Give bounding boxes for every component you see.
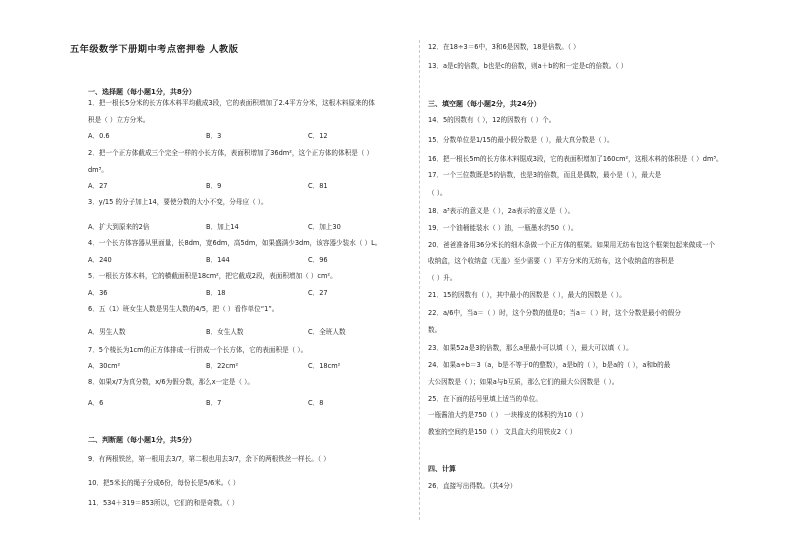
- left-line-10: 8．如果x/7为真分数，x/6为假分数，那么x一定是（ ）。: [88, 378, 254, 386]
- answer-option-0-2: C．12: [308, 132, 328, 140]
- answer-option-0-1: B．3: [206, 132, 222, 140]
- answer-option-4-1: B．18: [206, 289, 226, 297]
- left-column: [88, 0, 410, 550]
- right-line-12: （ ）升。: [428, 274, 457, 282]
- right-line-6: 17．一个三位数既是5的倍数，也是3的倍数，而且是偶数，最小是（ ），最大是: [428, 171, 662, 179]
- left-line-8: 6．五（1）班女生人数是男生人数的4/5，把（ ）看作单位“1”。: [88, 305, 279, 313]
- left-line-14: 11．534＋319＝853所以，它们的和是奇数。（ ）: [88, 499, 239, 507]
- right-line-9: 19．一个油桶能装水（ ）油，一瓶墨水约50（ ）。: [428, 224, 578, 232]
- right-line-7: （ ）。: [428, 189, 447, 197]
- right-line-4: 15．分数单位是1/15的最小假分数是（ ），最大真分数是（ ）。: [428, 136, 614, 144]
- page-title: 五年级数学下册期中考点密押卷 人教版: [70, 44, 239, 55]
- answer-option-1-2: C．81: [308, 182, 328, 190]
- answer-option-5-1: B．女生人数: [206, 328, 244, 336]
- answer-option-2-2: C．加上30: [308, 223, 341, 231]
- right-line-8: 18．a³表示的意义是（ ），2a表示的意义是（ ）。: [428, 207, 575, 215]
- right-line-16: 23．如果52a是3的倍数，那么a里最小可以填（ ），最大可以填（ ）。: [428, 344, 633, 352]
- section-heading-0: 一、选择题（每小题1分，共8分）: [88, 88, 196, 96]
- left-line-1: 1．把一根长5分米的长方体木料平均截成3段，它的表面积增加了2.4平方分米，这根木料原来的体: [88, 99, 375, 107]
- right-line-0: 12．在18÷3＝6中，3和6是因数，18是倍数。（ ）: [428, 43, 580, 51]
- answer-option-7-1: B．7: [206, 399, 222, 407]
- right-line-13: 21．15的因数有（ ），其中最小的因数是（ ），最大的因数是（ ）。: [428, 291, 626, 299]
- answer-option-4-0: A．36: [88, 289, 108, 297]
- left-line-7: 5．一根长方体木料，它的横截面积是18cm²，把它截成2段，表面积增加（ ）cm²。: [88, 272, 337, 280]
- answer-option-5-2: C．全班人数: [308, 328, 346, 336]
- answer-option-3-0: A．240: [88, 256, 112, 264]
- section-heading-11: 二、判断题（每小题1分，共5分）: [88, 436, 196, 444]
- answer-option-5-0: A．男生人数: [88, 328, 126, 336]
- answer-option-7-2: C．8: [308, 399, 324, 407]
- answer-option-1-0: A．27: [88, 182, 108, 190]
- left-line-3: 2．把一个正方体截成三个完全一样的小长方体，表面积增加了36dm²，这个正方体的体积是（ ）: [88, 149, 374, 157]
- answer-option-6-2: C．18cm²: [308, 362, 341, 370]
- answer-option-2-1: B．加上14: [206, 223, 239, 231]
- right-line-21: 教室的空间约是150（ ） 文具盒大约用铁皮2（ ）: [428, 428, 577, 436]
- section-heading-22: 四、计算: [428, 465, 456, 473]
- answer-option-0-0: A．0.6: [88, 132, 110, 140]
- left-line-12: 9．有两根铁丝，第一根用去3/7，第二根也用去3/7，余下的两根铁丝一样长。（ ）: [88, 455, 330, 463]
- right-line-14: 22．a/6中，当a＝（ ）时，这个分数的值是0；当a＝（ ）时，这个分数是最小的假分: [428, 309, 681, 317]
- right-line-1: 13．a是c的倍数，b也是c的倍数，则a＋b的和一定是c的倍数。（ ）: [428, 62, 628, 70]
- answer-option-1-1: B．9: [206, 182, 222, 190]
- column-divider: [419, 40, 420, 520]
- left-line-2: 积是（ ）立方分米。: [88, 116, 150, 124]
- right-line-5: 16．把一根长5m的长方体木料锯成3段，它的表面积增加了160cm²，这根木料的体积是（ ）dm³。: [428, 155, 723, 163]
- right-line-20: 一瓶酱油大约是750（ ） 一块橡皮的体积约为10（ ）: [428, 411, 588, 419]
- answer-option-7-0: A．6: [88, 399, 104, 407]
- answer-option-3-2: C．96: [308, 256, 328, 264]
- answer-option-6-1: B．22cm²: [206, 362, 239, 370]
- left-line-4: dm³。: [88, 166, 108, 174]
- answer-option-4-2: C．27: [308, 289, 328, 297]
- answer-option-2-0: A．扩大到原来的2倍: [88, 223, 150, 231]
- left-line-5: 3．y/15 的分子加上14，要使分数的大小不变，分母应（ ）。: [88, 198, 268, 206]
- right-line-17: 24．如果a÷b＝3（a，b是不等于0的整数），a是b的（ ），b是a的（ ），a和b的最: [428, 361, 671, 369]
- right-line-11: 收纳盒，这个收纳盒（无盖）至少需要（ ）平方分米的无纺布，这个收纳盒的容积是: [428, 257, 675, 265]
- right-column: [428, 0, 758, 550]
- left-line-13: 10．把5米长的绳子分成6份，每份长是5/6米。（ ）: [88, 479, 240, 487]
- right-line-23: 26．直接写出得数。（共4分）: [428, 482, 517, 490]
- right-line-10: 20．爸爸准备用36分米长的细木条做一个正方体的框架。如果用无纺布包这个框架包起来做成一个: [428, 241, 716, 249]
- section-heading-2: 三、填空题（每小题2分，共24分）: [428, 100, 541, 108]
- answer-option-3-1: B．144: [206, 256, 230, 264]
- right-line-19: 25．在下面的括号里填上适当的单位。: [428, 395, 542, 403]
- left-line-9: 7．5个棱长为1cm的正方体排成一行拼成一个长方体，它的表面积是（ ）。: [88, 346, 308, 354]
- left-line-6: 4．一个长方体容器从里面量，长8dm，宽6dm，高5dm，如果盛满少3dm，该容器少装水（ ）L。: [88, 239, 382, 247]
- right-line-3: 14．5的因数有（ ），12的因数有（ ）个。: [428, 116, 556, 124]
- right-line-18: 大公因数是（ ）；如果a与b互质，那么它们的最大公因数是（ ）。: [428, 378, 619, 386]
- right-line-15: 数。: [428, 326, 442, 334]
- answer-option-6-0: A．30cm²: [88, 362, 121, 370]
